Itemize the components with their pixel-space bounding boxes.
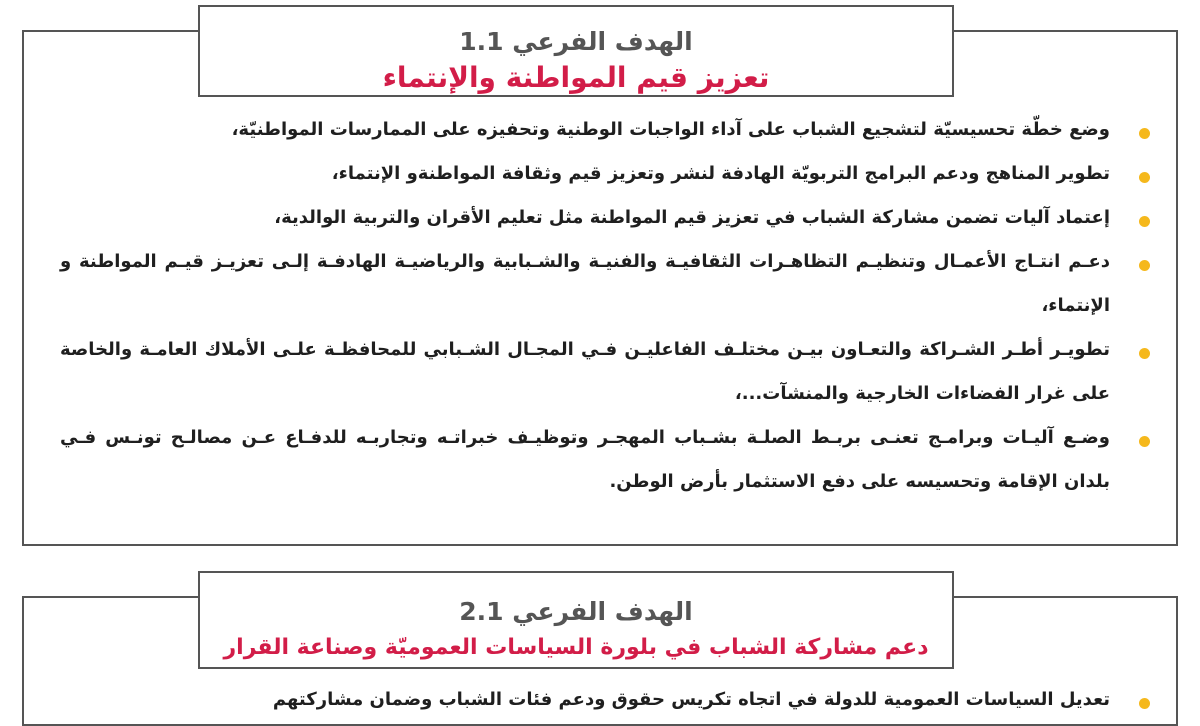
goal-heading-1 [198,5,954,97]
goal-label-1: الهدف الفرعي 1.1 [459,27,693,56]
bullet-item [60,108,1110,152]
bullet-text: وضـع آليـات وبرامـج تعنـى بربـط الصلـة بشـباب المهجـر وتوظيـف خبراتـه وتجاربـه للدفـاع عـن مصالـح تونـس فـي بلدان الإقامة وتحسيسه على دفع الاستثمار بأرض الوطن. [60,427,1110,492]
goal-heading-2 [198,571,954,669]
goal-bullet-list-1 [60,108,1110,504]
bullet-item [60,196,1110,240]
bullet-dot-icon [1139,348,1150,359]
bullet-item [60,678,1110,722]
bullet-text: دعـم انتـاج الأعمـال وتنظيـم التظاهـرات الثقافيـة والفنيـة والشـبابية والرياضيـة الهادفـة إلـى تعزيـز قيـم المواطنة و الإنتماء، [60,251,1110,316]
bullet-item [60,240,1110,328]
bullet-item [60,152,1110,196]
bullet-dot-icon [1139,436,1150,447]
goal-title-2: دعم مشاركة الشباب في بلورة السياسات العموميّة وصناعة القرار [223,635,929,660]
goal-title-1: تعزيز قيم المواطنة والإنتماء [382,61,770,94]
bullet-text: تعديل السياسات العمومية للدولة في اتجاه تكريس حقوق ودعم فئات الشباب وضمان مشاركتهم [272,689,1110,710]
bullet-item [60,328,1110,416]
goal-bullet-list-2 [60,678,1110,722]
bullet-text: وضع خطّة تحسيسيّة لتشجيع الشباب على آداء الواجبات الوطنية وتحفيزه على الممارسات المواطنيّة، [231,119,1110,140]
bullet-dot-icon [1139,216,1150,227]
bullet-dot-icon [1139,128,1150,139]
bullet-dot-icon [1139,260,1150,271]
bullet-dot-icon [1139,172,1150,183]
bullet-text: تطويـر أطـر الشـراكة والتعـاون بيـن مختلـف الفاعليـن فـي المجـال الشـبابي للمحافظـة علـى الأملاك العامـة والخاصة على غرار الفضاءات الخارجية والمنشآت...، [60,339,1110,404]
goal-label-2: الهدف الفرعي 2.1 [459,597,693,626]
bullet-text: إعتماد آليات تضمن مشاركة الشباب في تعزيز قيم المواطنة مثل تعليم الأقران والتربية الوالدية، [274,207,1110,228]
bullet-item [60,416,1110,504]
bullet-text: تطوير المناهج ودعم البرامج التربويّة الهادفة لنشر وتعزيز قيم وثقافة المواطنةو الإنتماء، [331,163,1110,184]
